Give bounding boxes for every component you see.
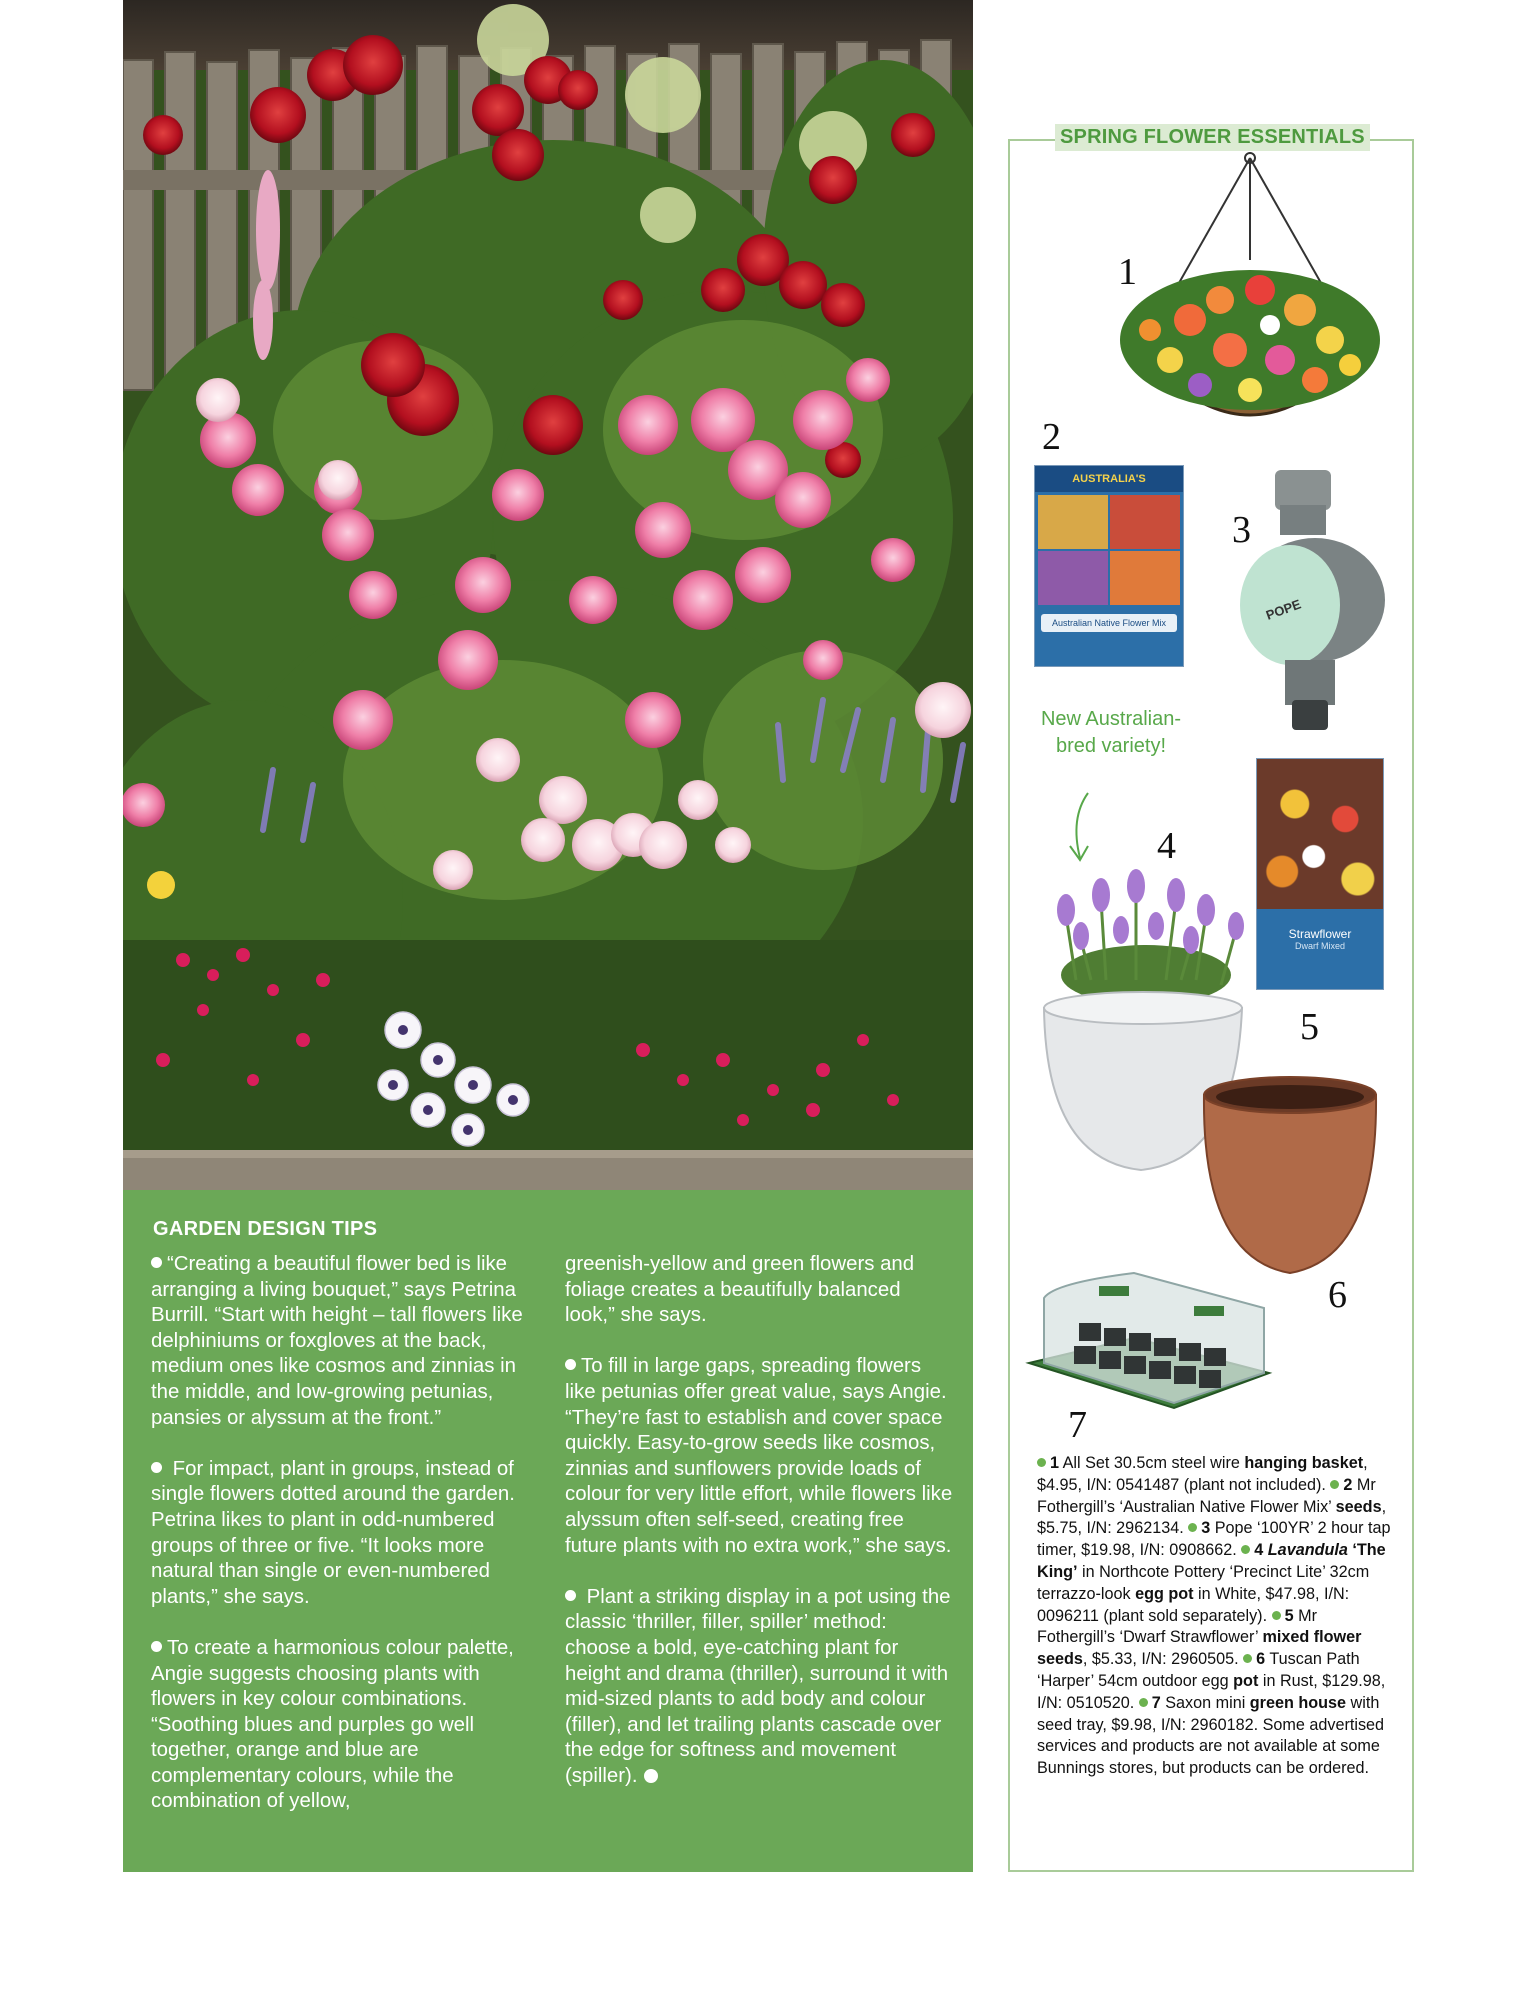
essentials-title: SPRING FLOWER ESSENTIALS bbox=[1055, 124, 1370, 151]
tip-text: To fill in large gaps, spreading flowers like petunias offer great value, says Angie. “They’re fast to establish and cover space quickly. Easy-to-grow seeds like cosmos, zinnias and sunflowers provide loads of colour for very little effort, while flowers like alyssum often self-seed, creating free future plants with no extra work,” she says. bbox=[565, 1355, 953, 1557]
caption-text: in Northcote Pottery ‘Precinct Lite’ 32cm terrazzo-look bbox=[1037, 1562, 1370, 1603]
tips-column-left bbox=[151, 1252, 531, 1841]
tip-paragraph bbox=[565, 1252, 955, 1329]
tip-paragraph bbox=[565, 1585, 955, 1790]
tip-text: For impact, plant in groups, instead of single flowers dotted around the garden. Petrina likes to plant in odd-numbered groups of three or five. “It looks more natural than single or even-numbered plants,” she says. bbox=[151, 1457, 515, 1608]
green-bullet-icon bbox=[1272, 1611, 1281, 1620]
tips-heading: GARDEN DESIGN TIPS bbox=[153, 1218, 378, 1240]
strawflower-photo bbox=[1257, 759, 1383, 909]
seed-packet-title: Australian Native Flower Mix bbox=[1041, 614, 1177, 632]
garden-design-tips-panel bbox=[123, 1190, 973, 1872]
green-bullet-icon bbox=[1330, 1480, 1339, 1489]
captions-footer: Some advertised services and products are not available at some Bunnings stores, but products can be ordered. bbox=[1037, 1715, 1385, 1778]
strawflower-packet-title: Strawflower bbox=[1288, 927, 1352, 941]
tip-paragraph bbox=[151, 1636, 531, 1815]
end-mark-icon bbox=[644, 1769, 658, 1783]
seed-packet-brand: AUSTRALIA'S bbox=[1035, 466, 1183, 492]
tip-text: To create a harmonious colour palette, Angie suggests choosing plants with flowers in key colour combinations. “Soothing blues and purples go well together, orange and blue are complementary colours, while the combination of yellow, bbox=[151, 1636, 514, 1813]
tip-text: “Creating a beautiful flower bed is like arranging a living bouquet,” says Petrina Burrill. “Start with height – tall flowers like delphiniums or foxgloves at the back, medium ones like cosmos and zinnias in the middle, and low-growing petunias, pansies or alyssum at the front.” bbox=[151, 1253, 523, 1429]
caption-bold: ‘The King’ bbox=[1037, 1541, 1386, 1581]
product-number-3: 3 bbox=[1232, 509, 1251, 551]
timer-brand-label: POPE bbox=[1263, 596, 1303, 623]
product-captions bbox=[1037, 1453, 1397, 1780]
caption-text: All Set 30.5cm steel wire bbox=[1062, 1454, 1240, 1472]
arrow-down-icon bbox=[1060, 788, 1100, 868]
tip-paragraph bbox=[151, 1457, 531, 1611]
product-number-6: 6 bbox=[1328, 1274, 1347, 1316]
tips-column-right bbox=[565, 1252, 955, 1815]
caption-bold: pot bbox=[1233, 1671, 1259, 1690]
product-number-5: 5 bbox=[1300, 1006, 1319, 1048]
caption-number: 4 bbox=[1254, 1541, 1264, 1560]
tip-text: greenish-yellow and green flowers and foliage creates a beautifully balanced look,” she says. bbox=[565, 1253, 915, 1327]
product-number-2: 2 bbox=[1042, 416, 1061, 458]
strawflower-seed-packet bbox=[1256, 758, 1384, 990]
garden-illustration bbox=[123, 0, 973, 1190]
caption-text: with seed tray, $9.98, I/N: 2960182. bbox=[1037, 1693, 1380, 1734]
green-bullet-icon bbox=[1188, 1523, 1197, 1532]
caption-bold: green house bbox=[1249, 1693, 1347, 1712]
caption-bold: mixed flower seeds bbox=[1037, 1628, 1362, 1669]
caption-text: Tuscan Path ‘Harper’ 54cm outdoor egg bbox=[1037, 1650, 1360, 1690]
native-flower-seed-packet bbox=[1034, 465, 1184, 667]
seed-packet-photos bbox=[1035, 492, 1183, 608]
tip-paragraph bbox=[151, 1252, 531, 1431]
caption-text: Pope ‘100YR’ 2 hour tap timer, $19.98, I/N: 0908662. bbox=[1037, 1519, 1391, 1560]
product-number-7: 7 bbox=[1068, 1404, 1087, 1446]
caption-text: , $5.33, I/N: 2960505. bbox=[1082, 1650, 1239, 1669]
bullet-icon bbox=[151, 1257, 162, 1268]
hanging-basket-image bbox=[1100, 150, 1400, 460]
bullet-icon bbox=[151, 1462, 162, 1473]
product-number-1: 1 bbox=[1118, 251, 1137, 293]
caption-bold: seeds bbox=[1335, 1497, 1382, 1516]
caption-text: , $4.95, I/N: 0541487 (plant not included). bbox=[1037, 1454, 1368, 1494]
caption-number: 5 bbox=[1284, 1606, 1294, 1625]
mini-greenhouse-image bbox=[1024, 1268, 1274, 1418]
tip-text: Plant a striking display in a pot using the classic ‘thriller, filler, spiller’ method: choose a bold, eye-catching plant for height and drama (thriller), surround it with mid-sized plants to add body and colour (filler), and let trailing plants cascade over the edge for softness and movement (spiller). bbox=[565, 1585, 951, 1787]
green-bullet-icon bbox=[1243, 1654, 1252, 1663]
tap-timer-image bbox=[1220, 465, 1390, 740]
green-bullet-icon bbox=[1037, 1458, 1046, 1467]
caption-bold: hanging basket bbox=[1244, 1454, 1364, 1472]
product-number-4: 4 bbox=[1157, 825, 1176, 867]
caption-text: , $5.75, I/N: 2962134. bbox=[1037, 1497, 1387, 1538]
new-variety-callout: New Australian-bred variety! bbox=[1040, 708, 1182, 757]
caption-number: 7 bbox=[1151, 1693, 1161, 1712]
bullet-icon bbox=[151, 1641, 162, 1652]
caption-number: 1 bbox=[1050, 1454, 1060, 1472]
garden-photo bbox=[123, 0, 973, 1190]
caption-bold: egg pot bbox=[1135, 1584, 1194, 1603]
green-bullet-icon bbox=[1139, 1698, 1148, 1707]
caption-number: 3 bbox=[1201, 1519, 1211, 1538]
caption-italic: Lavandula bbox=[1267, 1541, 1348, 1560]
caption-text: Saxon mini bbox=[1165, 1693, 1246, 1712]
caption-text: Mr Fothergill’s ‘Australian Native Flower Mix’ bbox=[1037, 1475, 1376, 1516]
caption-number: 6 bbox=[1256, 1650, 1266, 1669]
bullet-icon bbox=[565, 1359, 576, 1370]
strawflower-packet-subtitle: Dwarf Mixed bbox=[1294, 941, 1345, 951]
rust-egg-pot-image bbox=[1198, 1073, 1382, 1277]
caption-number: 2 bbox=[1343, 1475, 1353, 1494]
bullet-icon bbox=[565, 1590, 576, 1601]
caption-text: Mr Fothergill’s ‘Dwarf Strawflower’ bbox=[1037, 1606, 1317, 1647]
caption-text: in White, $47.98, I/N: 0096211 (plant sold separately). bbox=[1037, 1584, 1350, 1625]
tip-paragraph bbox=[565, 1354, 955, 1559]
green-bullet-icon bbox=[1241, 1545, 1250, 1554]
caption-text: in Rust, $129.98, I/N: 0510520. bbox=[1037, 1671, 1386, 1712]
